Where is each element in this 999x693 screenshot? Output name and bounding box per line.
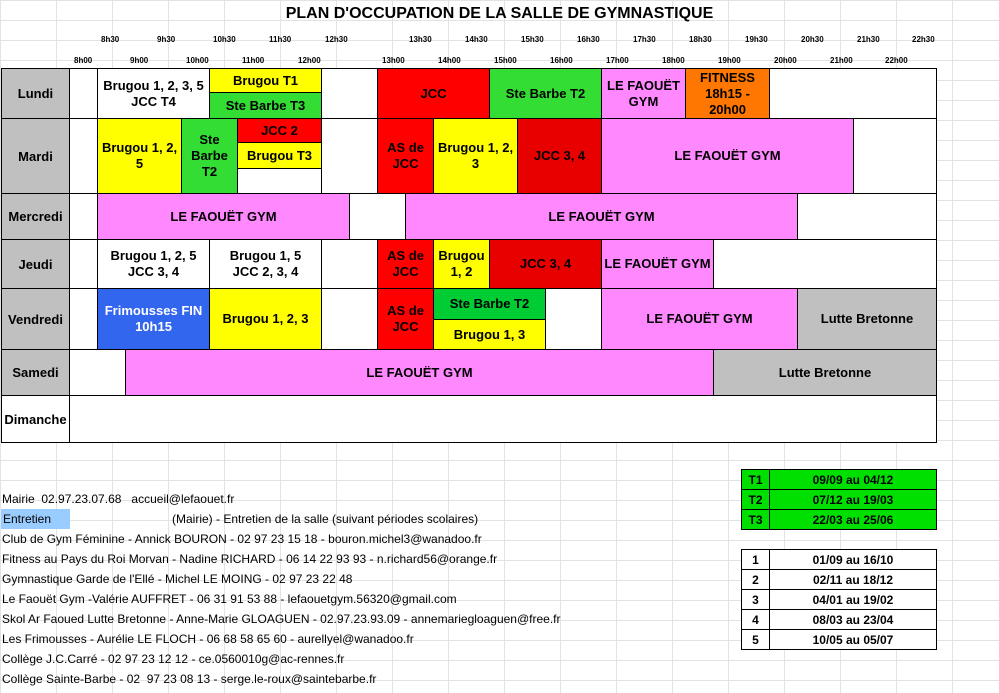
slot-mardi-jcc34: JCC 3, 4 — [517, 118, 602, 194]
slot-mercredi-faouet-2: LE FAOUËT GYM — [405, 193, 798, 240]
period-dates: 10/05 au 05/07 — [769, 629, 937, 650]
slot-mardi-as-jcc: AS de JCC — [377, 118, 434, 194]
slot-lundi-brugou-t1: Brugou T1 — [209, 68, 322, 93]
period-label: 1 — [741, 549, 770, 570]
slot-mardi-brugou-123: Brugou 1, 2, 3 — [433, 118, 518, 194]
slot-jeudi-jcc34: JCC 3, 4 — [489, 239, 602, 289]
day-label-dimanche: Dimanche — [1, 395, 70, 443]
contact-line: Collège Sainte-Barbe - 02 97 23 08 13 - serge.le-roux@saintebarbe.fr — [2, 672, 377, 686]
tick-top: 17h30 — [633, 35, 656, 44]
slot-lundi-ste-barbe-t2: Ste Barbe T2 — [489, 68, 602, 119]
slot-lundi-faouet: LE FAOUËT GYM — [601, 68, 686, 119]
contact-line: Les Frimousses - Aurélie LE FLOCH - 06 68 58 65 60 - aurellyel@wanadoo.fr — [2, 632, 414, 646]
trimester-dates: 22/03 au 25/06 — [769, 509, 937, 530]
slot-vendredi-brugou-13: Brugou 1, 3 — [433, 319, 546, 350]
slot-lundi-brugou-jcc: Brugou 1, 2, 3, 5 JCC T4 — [97, 68, 210, 119]
tick-top: 13h30 — [409, 35, 432, 44]
day-label-lundi: Lundi — [1, 68, 70, 119]
tick-bottom: 16h00 — [550, 56, 573, 65]
contact-line: Fitness au Pays du Roi Morvan - Nadine RICHARD - 06 14 22 93 93 - n.richard56@orange.fr — [2, 552, 498, 566]
slot-vendredi-faouet: LE FAOUËT GYM — [601, 288, 798, 350]
tick-bottom: 12h00 — [298, 56, 321, 65]
slot-lundi-empty — [321, 68, 378, 119]
tick-top: 14h30 — [465, 35, 488, 44]
tick-bottom: 8h00 — [74, 56, 93, 65]
tick-bottom: 22h00 — [885, 56, 908, 65]
contact-line: Collège J.C.Carré - 02 97 23 12 12 - ce.0560010g@ac-rennes.fr — [2, 652, 345, 666]
tick-bottom: 15h00 — [494, 56, 517, 65]
tick-bottom: 10h00 — [186, 56, 209, 65]
tick-top: 9h30 — [157, 35, 176, 44]
entretien-text: (Mairie) - Entretien de la salle (suivant périodes scolaires) — [172, 512, 479, 526]
slot-vendredi-ste-barbe-t2: Ste Barbe T2 — [433, 288, 546, 320]
tick-bottom: 21h00 — [830, 56, 853, 65]
slot-mardi-brugou-125: Brugou 1, 2, 5 — [97, 118, 182, 194]
slot-mercredi-faouet-1: LE FAOUËT GYM — [97, 193, 350, 240]
tick-bottom: 20h00 — [774, 56, 797, 65]
tick-top: 20h30 — [801, 35, 824, 44]
slot-samedi-lutte: Lutte Bretonne — [713, 349, 937, 396]
tick-top: 16h30 — [577, 35, 600, 44]
contact-line: Club de Gym Féminine - Annick BOURON - 02 97 23 15 18 - bouron.michel3@wanadoo.fr — [2, 532, 482, 546]
trimester-dates: 07/12 au 19/03 — [769, 489, 937, 510]
contact-line: Le Faouët Gym -Valérie AUFFRET - 06 31 91 53 88 - lefaouetgym.56320@gmail.com — [2, 592, 457, 606]
slot-lundi-jcc: JCC — [377, 68, 490, 119]
slot-jeudi-brugou-15: Brugou 1, 5 JCC 2, 3, 4 — [209, 239, 322, 289]
slot-jeudi-faouet: LE FAOUËT GYM — [601, 239, 714, 289]
trimester-label: T1 — [741, 469, 770, 490]
slot-jeudi-as-jcc: AS de JCC — [377, 239, 434, 289]
day-label-mercredi: Mercredi — [1, 193, 70, 240]
period-dates: 04/01 au 19/02 — [769, 589, 937, 610]
period-dates: 02/11 au 18/12 — [769, 569, 937, 590]
tick-bottom: 11h00 — [242, 56, 265, 65]
period-label: 3 — [741, 589, 770, 610]
slot-mardi-empty — [237, 168, 322, 194]
tick-top: 8h30 — [101, 35, 120, 44]
slot-lundi-fitness: FITNESS 18h15 - 20h00 — [685, 68, 770, 119]
day-label-jeudi: Jeudi — [1, 239, 70, 289]
slot-mardi-brugou-t3: Brugou T3 — [237, 142, 322, 169]
tick-top: 22h30 — [912, 35, 935, 44]
trimester-dates: 09/09 au 04/12 — [769, 469, 937, 490]
tick-top: 19h30 — [745, 35, 768, 44]
tick-top: 18h30 — [689, 35, 712, 44]
slot-vendredi-lutte: Lutte Bretonne — [797, 288, 937, 350]
tick-bottom: 17h00 — [606, 56, 629, 65]
tick-bottom: 13h00 — [382, 56, 405, 65]
slot-mardi-jcc2: JCC 2 — [237, 118, 322, 143]
contact-line: Gymnastique Garde de l'Ellé - Michel LE MOING - 02 97 23 22 48 — [2, 572, 353, 586]
day-label-mardi: Mardi — [1, 118, 70, 194]
contact-mairie: Mairie 02.97.23.07.68 accueil@lefaouet.fr — [2, 492, 235, 506]
trimester-label: T2 — [741, 489, 770, 510]
entretien-label: Entretien — [1, 509, 70, 529]
tick-top: 12h30 — [325, 35, 348, 44]
slot-vendredi-frimousses: Frimousses FIN 10h15 — [97, 288, 210, 350]
slot-jeudi-brugou-12: Brugou 1, 2 — [433, 239, 490, 289]
period-label: 5 — [741, 629, 770, 650]
slot-mardi-ste-barbe: Ste Barbe T2 — [181, 118, 238, 194]
day-label-vendredi: Vendredi — [1, 288, 70, 350]
tick-bottom: 14h00 — [438, 56, 461, 65]
slot-jeudi-brugou-125: Brugou 1, 2, 5 JCC 3, 4 — [97, 239, 210, 289]
row-frame-dimanche — [69, 395, 937, 443]
day-label-samedi: Samedi — [1, 349, 70, 396]
slot-vendredi-as-jcc: AS de JCC — [377, 288, 434, 350]
trimester-label: T3 — [741, 509, 770, 530]
period-dates: 01/09 au 16/10 — [769, 549, 937, 570]
period-label: 4 — [741, 609, 770, 630]
slot-lundi-ste-barbe-t3: Ste Barbe T3 — [209, 92, 322, 119]
tick-bottom: 18h00 — [662, 56, 685, 65]
tick-top: 10h30 — [213, 35, 236, 44]
period-label: 2 — [741, 569, 770, 590]
tick-bottom: 9h00 — [130, 56, 149, 65]
tick-bottom: 19h00 — [718, 56, 741, 65]
slot-samedi-faouet: LE FAOUËT GYM — [125, 349, 714, 396]
page-title: PLAN D'OCCUPATION DE LA SALLE DE GYMNASTIQUE — [285, 5, 714, 22]
slot-mardi-faouet: LE FAOUËT GYM — [601, 118, 854, 194]
slot-vendredi-brugou-123: Brugou 1, 2, 3 — [209, 288, 322, 350]
tick-top: 11h30 — [269, 35, 292, 44]
contact-line: Skol Ar Faoued Lutte Bretonne - Anne-Marie GLOAGUEN - 02.97.23.93.09 - annemariegloaguen@free.fr — [2, 612, 561, 626]
period-dates: 08/03 au 23/04 — [769, 609, 937, 630]
tick-top: 21h30 — [857, 35, 880, 44]
tick-top: 15h30 — [521, 35, 544, 44]
